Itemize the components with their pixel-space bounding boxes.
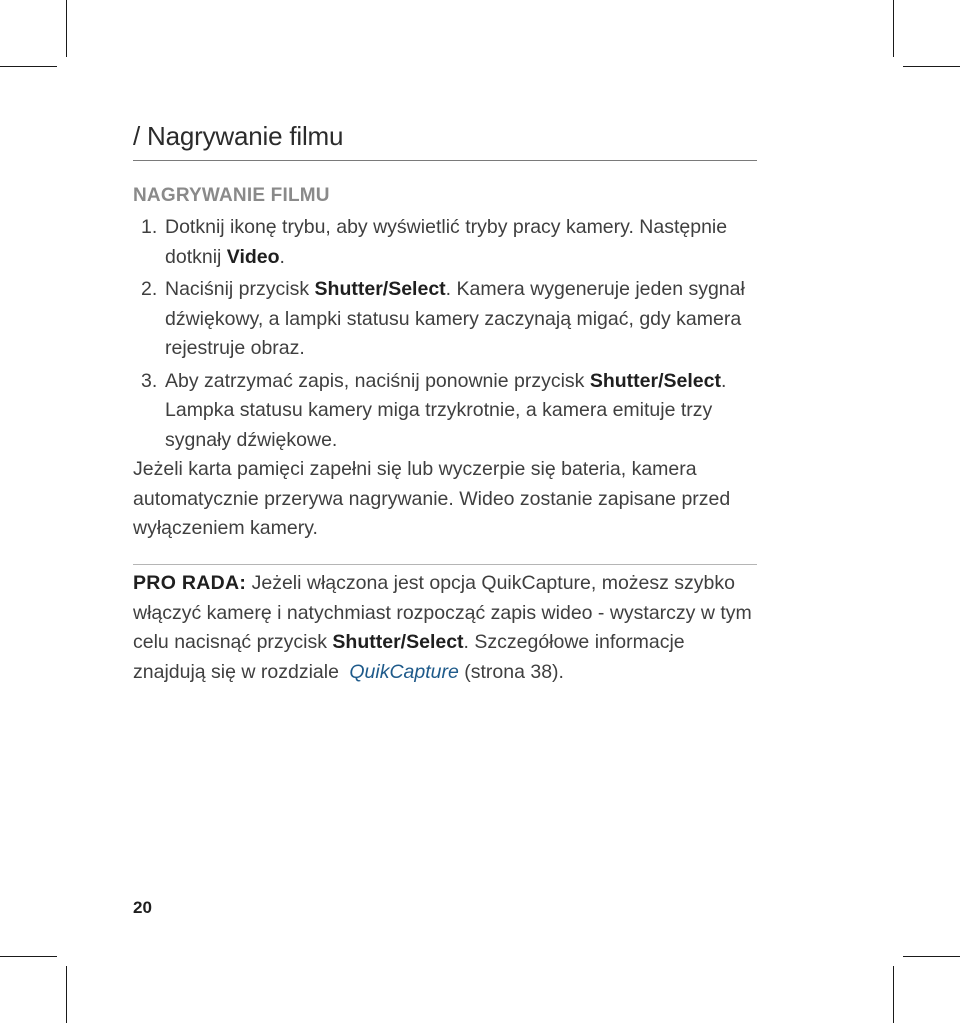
- list-item: [133, 213, 758, 272]
- step-text: .: [279, 245, 285, 268]
- crop-mark-top-left-horizontal: [0, 66, 57, 67]
- section-heading: NAGRYWANIE FILMU: [133, 185, 330, 206]
- crop-mark-bottom-right-horizontal: [903, 956, 960, 957]
- crop-mark-bottom-left-horizontal: [0, 956, 57, 957]
- crop-mark-top-right-vertical: [893, 0, 894, 57]
- step-text: . Kamera wygeneruje jeden sygnał dźwiękowy, a lampki statusu kamery zaczynają migać, gdy kamera rejestruje obraz.: [165, 278, 745, 359]
- step-text: Naciśnij przycisk: [165, 278, 315, 300]
- title-divider: [133, 160, 757, 161]
- page-number: 20: [133, 898, 152, 917]
- step-text: Dotknij ikonę trybu, aby wyświetlić tryby pracy kamery. Następnie dotknij: [165, 216, 728, 268]
- step-bold-term: Shutter/Select: [589, 369, 721, 392]
- step-text: Aby zatrzymać zapis, naciśnij ponownie przycisk: [165, 369, 590, 392]
- quikcapture-link[interactable]: QuikCapture: [349, 660, 459, 683]
- step-number: 1.: [141, 216, 158, 238]
- pro-tip-label: PRO RADA:: [133, 572, 247, 594]
- crop-mark-top-left-vertical: [66, 0, 67, 57]
- tip-divider: [133, 564, 757, 565]
- list-item: [133, 367, 758, 456]
- crop-mark-bottom-left-vertical: [66, 966, 67, 1023]
- step-bold-term: Shutter/Select: [314, 278, 446, 300]
- pro-tip-bold-term: Shutter/Select: [332, 631, 464, 653]
- page-title: / Nagrywanie filmu: [133, 121, 344, 151]
- recording-note: Jeżeli karta pamięci zapełni się lub wyczerpie się bateria, kamera automatycznie przerywa nagrywanie. Wideo zostanie zapisane przed wyłączeniem kamery.: [133, 458, 731, 539]
- pro-tip: [133, 569, 758, 687]
- pro-tip-text: Jeżeli włączona jest opcja QuikCapture, możesz szybko włączyć kamerę i natychmiast rozpocząć zapis wideo - wystarczy w tym celu nacisnąć przycisk: [133, 572, 752, 653]
- step-number: 3.: [141, 369, 158, 392]
- pro-tip-text: . Szczegółowe informacje znajdują się w rozdziale: [133, 631, 685, 683]
- crop-mark-bottom-right-vertical: [893, 966, 894, 1023]
- list-item: [133, 275, 758, 364]
- step-bold-term: Video: [226, 245, 280, 268]
- crop-mark-top-right-horizontal: [903, 66, 960, 67]
- pro-tip-text: (strona 38).: [458, 660, 564, 683]
- steps-list: [133, 213, 758, 455]
- step-number: 2.: [141, 278, 158, 300]
- step-text: . Lampka statusu kamery miga trzykrotnie, a kamera emituje trzy sygnały dźwiękowe.: [165, 369, 727, 451]
